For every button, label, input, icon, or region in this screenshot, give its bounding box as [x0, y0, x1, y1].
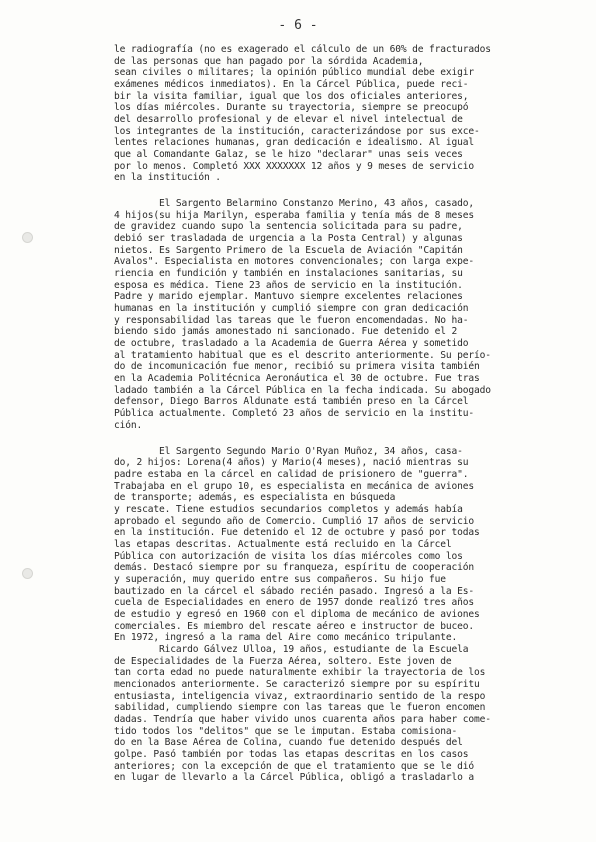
- page-number: - 6 -: [278, 18, 318, 33]
- text-line: padre estaba en la cárcel en calidad de prisionero de "guerra".: [114, 468, 469, 480]
- text-line: Pública actualmente. Completó 23 años de servicio en la institu-: [114, 408, 475, 420]
- text-line: El Sargento Belarmino Constanzo Merino, 43 años, casado,: [114, 198, 475, 210]
- text-line: lentes relaciones humanas, gran dedicación e idealismo. Al igual: [114, 137, 475, 149]
- text-line: en la institución .: [114, 172, 221, 184]
- text-line: dadas. Tendría que haber vivido unos cuarenta años para haber come-: [114, 713, 491, 725]
- text-line: de transporte; además, es especialista en búsqueda: [114, 492, 396, 504]
- text-line: Pública con autorización de visita los días miércoles como los: [114, 550, 463, 562]
- text-line: los integrantes de la institución, caracterizándose por sus exce-: [114, 125, 480, 137]
- text-line: por lo menos. Completó XXX XXXXXXX 12 años y 9 meses de servicio: [114, 160, 475, 172]
- text-line: de octubre, trasladado a la Academia de Guerra Aérea y sometido: [114, 338, 469, 350]
- text-line: bautizado en la cárcel el sábado recién pasado. Ingresó a la Es-: [114, 585, 475, 597]
- text-line: biendo sido jamás amonestado ni sancionado. Fue detenido el 2: [114, 326, 458, 338]
- text-line: riencia en fundición y también en instalaciones sanitarias, su: [114, 268, 463, 280]
- text-line: 4 hijos(su hija Marilyn, esperaba familia y tenía más de 8 meses: [114, 209, 475, 221]
- typewritten-text-body: [114, 44, 584, 784]
- text-line: que al Comandante Galaz, se le hizo "declarar" unas seis veces: [114, 149, 463, 161]
- text-line: Avalos". Especialista en motores convencionales; con larga expe-: [114, 256, 475, 268]
- paragraph-gap: [114, 184, 584, 198]
- text-line: ción.: [114, 419, 143, 431]
- text-line: entusiasta, inteligencia vivaz, extraordinario sentido de la respo: [114, 690, 486, 702]
- text-line: El Sargento Segundo Mario O'Ryan Muñoz, 34 años, casa-: [114, 445, 463, 457]
- text-line: de estudio y egresó en 1960 con el diploma de mecánico de aviones: [114, 608, 480, 620]
- text-line: Ricardo Gálvez Ulloa, 19 años, estudiante de la Escuela: [114, 643, 469, 655]
- punch-hole-top: [22, 232, 33, 243]
- text-line: Padre y marido ejemplar. Mantuvo siempre excelentes relaciones: [114, 291, 463, 303]
- text-line: comerciales. Es miembro del rescate aéreo e instructor de buceo.: [114, 620, 475, 632]
- text-line: cuela de Especialidades en enero de 1957 donde realizó tres años: [114, 597, 475, 609]
- text-line: defensor, Diego Barros Aldunate está también preso en la Cárcel: [114, 396, 469, 408]
- text-line: de Especialidades de la Fuerza Aérea, soltero. Este joven de: [114, 655, 452, 667]
- text-line: sean civiles o militares; la opinión público mundial debe exigir: [114, 67, 475, 79]
- text-line: las etapas descritas. Actualmente está recluido en la Cárcel: [114, 538, 452, 550]
- text-line: do de incomunicación fue menor, recibió su primera visita también: [114, 361, 480, 373]
- text-line: demás. Destacó siempre por su franqueza, espíritu de cooperación: [114, 562, 475, 574]
- text-line: le radiografía (no es exagerado el cálculo de un 60% de fracturados: [114, 44, 491, 55]
- text-line: En 1972, ingresó a la rama del Aire como mecánico tripulante.: [114, 632, 458, 644]
- text-line: en lugar de llevarlo a la Cárcel Pública, obligó a trasladarlo a: [114, 772, 475, 784]
- text-line: debió ser trasladada de urgencia a la Posta Central) y algunas: [114, 233, 463, 245]
- text-line: esposa es médica. Tiene 23 años de servicio en la institución.: [114, 279, 463, 291]
- punch-hole-bottom: [22, 568, 33, 579]
- text-line: mencionados anteriormente. Se caracterizó siempre por su espíritu: [114, 678, 480, 690]
- text-line: del desarrollo profesional y de elevar el nivel intelectual de: [114, 114, 463, 126]
- text-line: en la Academia Politécnica Aeronáutica el 30 de octubre. Fue tras: [114, 373, 480, 385]
- text-line: anteriores; con la excepción de que el tratamiento que se le dió: [114, 760, 475, 772]
- text-line: tan corta edad no puede naturalmente exhibir la trayectoria de los: [114, 667, 486, 679]
- text-line: aprobado el segundo año de Comercio. Cumplió 17 años de servicio: [114, 515, 475, 527]
- text-line: exámenes médicos inmediatos). En la Cárcel Pública, puede reci-: [114, 79, 469, 91]
- text-line: tido todos los "delitos" que se le imputan. Estaba comisiona-: [114, 725, 458, 737]
- text-line: los días miércoles. Durante su trayectoria, siempre se preocupó: [114, 102, 469, 114]
- text-line: al tratamiento habitual que es el descrito anteriormente. Su perío-: [114, 349, 491, 361]
- text-line: en la institución. Fue detenido el 12 de octubre y pasó por todas: [114, 527, 480, 539]
- text-line: humanas en la institución y cumplió siempre con gran dedicación: [114, 303, 469, 315]
- paragraph-gap: [114, 432, 584, 446]
- text-line: y rescate. Tiene estudios secundarios completos y además había: [114, 503, 463, 515]
- text-line: ladado también a la Cárcel Pública en la fecha indicada. Su abogado: [114, 384, 491, 396]
- text-line: nietos. Es Sargento Primero de la Escuela de Aviación "Capitán: [114, 244, 463, 256]
- text-line: Trabajaba en el grupo 10, es especialista en mecánica de aviones: [114, 480, 475, 492]
- text-line: y responsabilidad las tareas que le fueron encomendadas. No ha-: [114, 314, 469, 326]
- text-line: y superación, muy querido entre sus compañeros. Su hijo fue: [114, 573, 446, 585]
- text-line: do, 2 hijos: Lorena(4 años) y Mario(4 meses), nació mientras su: [114, 457, 469, 469]
- text-line: de gravidez cuando supo la sentencia solicitada para su padre,: [114, 221, 463, 233]
- text-line: do en la Base Aérea de Colina, cuando fue detenido después del: [114, 737, 463, 749]
- text-line: de las personas que han pagado por la sórdida Academia,: [114, 55, 424, 67]
- text-line: golpe. Pasó también por todas las etapas descritas en los casos: [114, 748, 469, 760]
- text-line: sabilidad, cumpliendo siempre con las tareas que le fueron encomen: [114, 702, 486, 714]
- text-line: bir la visita familiar, igual que los dos oficiales anteriores,: [114, 90, 469, 102]
